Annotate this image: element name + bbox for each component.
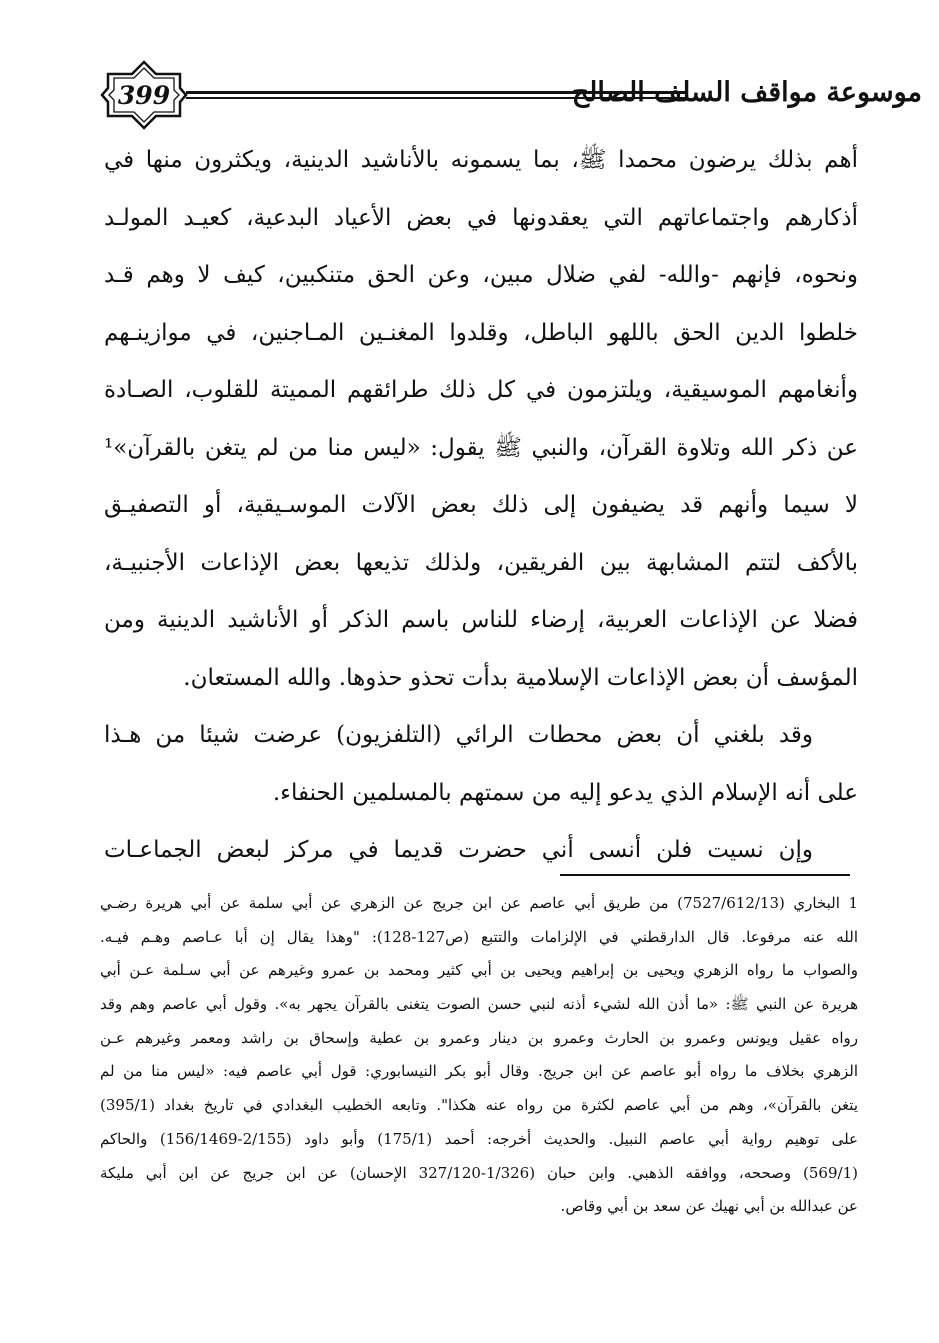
- footnote-line: هريرة عن النبي ﷺ: «ما أذن الله لشيء أذنه لنبي حسن الصوت يتغنى بالقرآن يجهر به». وقول أبي عاصم وهم وقد: [100, 995, 858, 1014]
- page-number-badge: [100, 60, 188, 130]
- footnote-line: (569/1) وصححه، ووافقه الذهبي. وابن حبان (1/326-327/120 الإحسان) عن ابن جريج عن ابن أبي مليكة: [100, 1163, 858, 1182]
- footnote-separator: [560, 874, 850, 876]
- footnote-line: على توهيم رواية أبي عاصم النبيل. والحديث أخرجه: أحمد (175/1) وأبو داود (2/155-156/1469) والحاكم: [100, 1129, 858, 1148]
- footnote-line: الزهري بخلاف ما رواه أبو عاصم عن ابن جريج. وقال أبو بكر النيسابوري: قول أبي عاصم فيه: «ليس منا من لم: [100, 1062, 858, 1081]
- page-header: [100, 60, 922, 130]
- text-line: فضلا عن الإذاعات العربية، إرضاء للناس باسم الذكر أو الأناشيد الدينية ومن: [104, 607, 858, 633]
- text-line: خلطوا الدين الحق باللهو الباطل، وقلدوا المغنـين المـاجنين، في موازينـهم: [104, 319, 858, 346]
- page-number: 399: [117, 80, 171, 110]
- text-line: وقد بلغني أن بعض محطات الرائي (التلفزيون) عرضت شيئا من هـذا: [104, 722, 813, 748]
- text-line: على أنه الإسلام الذي يدعو إليه من سمتهم بالمسلمين الحنفاء.: [272, 779, 858, 806]
- text-line: ونحوه، فإنهم -والله- لفي ضلال مبين، وعن الحق متنكبين، كيف لا وهم قـد: [104, 262, 858, 288]
- text-line: بالأكف لتتم المشابهة بين الفريقين، ولذلك تذيعها بعض الإذاعات الأجنبيـة،: [104, 549, 858, 576]
- footnotes: [100, 887, 858, 1224]
- footnote-line: والصواب ما رواه الزهري ويحيى بن إبراهيم ويحيى بن أبي كثير ومحمد بن عمرو وغيرهم عن أبي سـلمة عـن أبي: [100, 961, 858, 980]
- main-text: [104, 132, 858, 880]
- footnote-line: رواه عقيل ويونس وعمرو بن الحارث وعمرو بن دينار وعمرو بن عطية وإسحاق بن راشد ومعمر وغيرهم عـن: [100, 1028, 858, 1047]
- text-line: لا سيما وأنهم قد يضيفون إلى ذلك بعض الآلات الموسـيقية، أو التصفيـق: [104, 492, 858, 518]
- text-line: عن ذكر الله وتلاوة القرآن، والنبي ﷺ يقول: «ليس منا من لم يتغن بالقرآن»¹: [104, 434, 858, 461]
- text-line: وإن نسيت فلن أنسى أني حضرت قديما في مركز لبعض الجماعـات: [104, 837, 813, 863]
- footnote-line: عن عبدالله بن أبي نهيك عن سعد بن أبي وقاص.: [560, 1197, 858, 1216]
- text-line: أهم بذلك يرضون محمدا ﷺ، بما يسمونه بالأناشيد الدينية، ويكثرون منها في: [104, 147, 858, 173]
- running-title: موسوعة مواقف السلف الصالح: [571, 77, 922, 108]
- footnote-line: يتغن بالقرآن»، وهم من أبي عاصم لكثرة من رواه عنه هكذا". وتابعه الخطيب البغدادي في تاريخ بغداد (395/1): [100, 1096, 858, 1115]
- footnote-line: 1 البخاري (7527/612/13) من طريق أبي عاصم عن ابن جريج عن الزهري عن أبي سلمة عن أبي هريرة رضـي: [100, 894, 859, 912]
- footnote-line: الله عنه مرفوعا. قال الدارقطني في الإلزامات والتتبع (ص127-128): "وهذا يقال إن أبا عـاصم وهـم فيـه.: [100, 927, 858, 946]
- text-line: المؤسف أن بعض الإذاعات الإسلامية بدأت تحذو حذوها. والله المستعان.: [183, 664, 858, 691]
- text-line: وأنغامهم الموسيقية، ويلتزمون في كل ذلك طرائقهم المميتة للقلوب، الصـادة: [104, 377, 858, 403]
- text-line: أذكارهم واجتماعاتهم التي يعقدونها في بعض الأعياد البدعية، كعيـد المولـد: [104, 204, 858, 231]
